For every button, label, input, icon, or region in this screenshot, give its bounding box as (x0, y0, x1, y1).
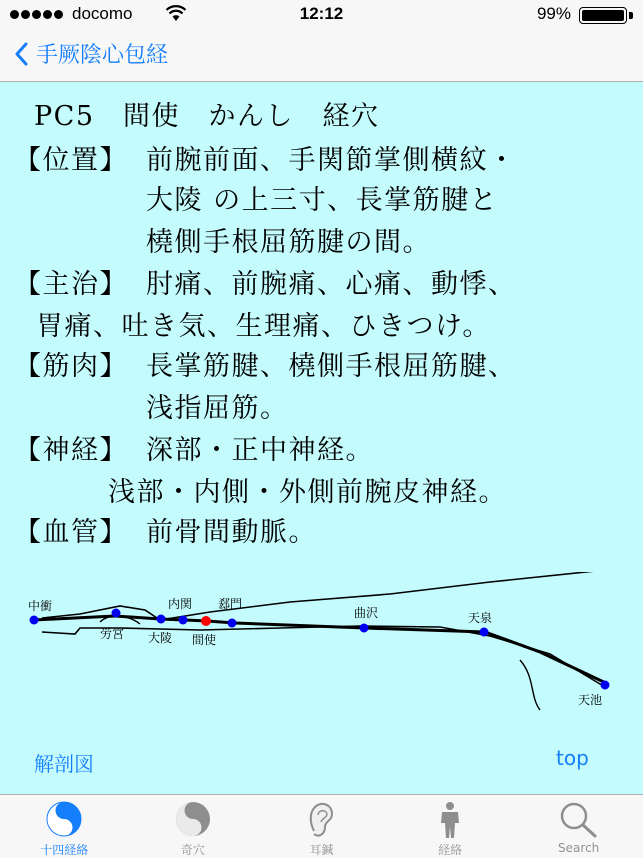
position-line-3: 橈側手根屈筋腱の間。 (146, 227, 431, 258)
point-title: PC5 間使 かんし 経穴 (34, 101, 380, 132)
back-button[interactable] (14, 38, 168, 69)
label-kanshi: 間使 (192, 633, 217, 647)
point-roukyu (112, 609, 121, 618)
point-tenchi (601, 681, 610, 690)
top-link[interactable]: top (556, 746, 589, 770)
clock: 12:12 (299, 4, 344, 23)
yin-yang-gray-icon (170, 801, 216, 837)
arm-meridian-diagram (20, 572, 620, 722)
label-chuusho: 中衝 (28, 599, 53, 613)
magnifier-icon (557, 801, 601, 839)
label-tensen: 天泉 (468, 611, 493, 625)
anatomy-link[interactable]: 解剖図 (34, 752, 94, 776)
point-naikan (179, 616, 188, 625)
tab-label: Search (558, 841, 600, 855)
body-figure-icon (437, 801, 463, 839)
point-kanshi (201, 616, 211, 626)
point-chuusho (30, 616, 39, 625)
battery-percent: 99% (536, 4, 571, 23)
chevron-left-icon (14, 42, 28, 66)
carrier-name: docomo (72, 4, 133, 23)
tab-jishin[interactable] (257, 795, 386, 858)
point-kyokutaku (360, 624, 369, 633)
point-tairyo (157, 615, 166, 624)
arm-outline (42, 572, 605, 620)
nerve-line-1: 深部・正中神経。 (146, 435, 374, 466)
tab-label: 経絡 (438, 843, 463, 857)
tab-label: 十四経絡 (40, 843, 89, 857)
status-bar (0, 0, 643, 30)
battery-icon (579, 7, 627, 24)
label-tairyo: 大陵 (148, 631, 173, 645)
tab-search[interactable] (514, 795, 643, 858)
back-button-label: 手厥陰心包経 (36, 43, 169, 68)
tab-keiraku[interactable] (386, 795, 515, 858)
yin-yang-icon (46, 801, 82, 837)
tab-bar (0, 794, 643, 858)
muscle-line-1: 長掌筋腱、橈側手根屈筋腱、 (146, 351, 517, 382)
tab-label: 耳鍼 (309, 843, 334, 857)
point-tensen (480, 628, 489, 637)
position-line-2: 大陵 の上三寸、長掌筋腱と (146, 185, 499, 216)
muscle-line-2: 浅指屈筋。 (146, 393, 289, 424)
tab-kiketsu[interactable] (129, 795, 258, 858)
label-roukyu: 労宮 (100, 627, 125, 641)
indications-line-2: 胃痛、吐き気、生理痛、ひきつけ。 (36, 311, 491, 342)
muscle-label: 【筋肉】 (14, 351, 128, 382)
ear-icon (306, 801, 336, 839)
vessel-line-1: 前骨間動脈。 (146, 517, 317, 548)
label-tenchi: 天池 (578, 693, 603, 707)
tab-label: 奇穴 (180, 843, 205, 857)
point-gekimon (228, 619, 237, 628)
label-kyokutaku: 曲沢 (354, 606, 379, 620)
label-naikan: 内関 (168, 597, 193, 611)
position-line-1: 前腕前面、手関節掌側横紋・ (146, 145, 517, 176)
vessel-label: 【血管】 (14, 517, 128, 548)
indications-label: 【主治】 (14, 269, 128, 300)
elbow-outline (520, 660, 540, 710)
arm-outline-lower (42, 626, 605, 687)
navigation-bar (0, 30, 643, 82)
tab-jushi-keiraku[interactable] (0, 795, 129, 858)
indications-line-1: 肘痛、前腕痛、心痛、動悸、 (146, 269, 517, 300)
label-gekimon: 郄門 (218, 597, 243, 611)
acupoint-detail (0, 82, 643, 794)
nerve-label: 【神経】 (14, 435, 128, 466)
position-label: 【位置】 (14, 145, 128, 176)
nerve-line-2: 浅部・内側・外側前腕皮神経。 (108, 477, 507, 508)
